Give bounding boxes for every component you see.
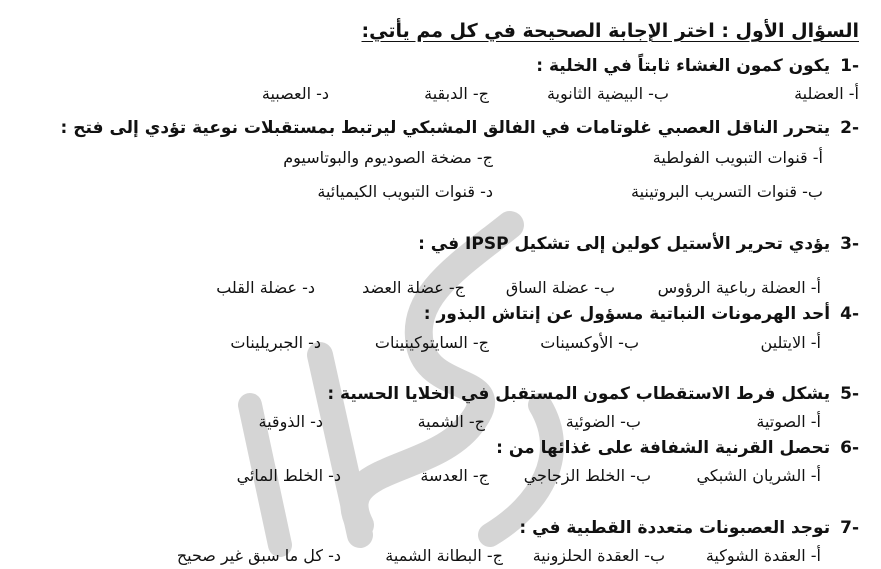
option-d[interactable]: د- الذوقية xyxy=(258,412,323,431)
question-number: -7 xyxy=(840,518,859,538)
option-d[interactable]: د- كل ما سبق غير صحيح xyxy=(176,546,341,565)
option-a[interactable]: أ- الصوتية xyxy=(756,412,821,431)
option-c[interactable]: ج- البطانة الشمية xyxy=(385,546,503,565)
option-c[interactable]: ج- الشمية xyxy=(417,412,485,431)
question-text: يشكل فرط الاستقطاب كمون المستقبل في الخلايا الحسية : xyxy=(327,384,831,404)
question-text: تحصل القرنية الشفافة على غذائها من : xyxy=(496,438,831,458)
question-text: توجد العصبونات متعددة القطبية في : xyxy=(519,518,831,538)
option-b[interactable]: ب- البيضية الثانوية xyxy=(546,84,669,103)
option-c[interactable]: ج- عضلة العضد xyxy=(362,278,465,297)
option-a[interactable]: أ- العقدة الشوكية xyxy=(705,546,821,565)
question-7 xyxy=(519,518,859,538)
question-number: -4 xyxy=(840,304,859,324)
question-number: -5 xyxy=(840,384,859,404)
option-d[interactable]: د- العصبية xyxy=(261,84,329,103)
question-3 xyxy=(418,234,859,254)
option-b[interactable]: ب- الضوئية xyxy=(565,412,641,431)
option-d[interactable]: د- الجبريلينات xyxy=(230,333,321,352)
question-text: يكون كمون الغشاء ثابتاً في الخلية : xyxy=(536,56,831,76)
option-b[interactable]: ب- عضلة الساق xyxy=(505,278,615,297)
option-c[interactable]: ج- العدسة xyxy=(420,466,489,485)
option-b[interactable]: ب- قنوات التسريب البروتينية xyxy=(631,182,823,201)
question-number: -1 xyxy=(840,56,859,76)
option-c[interactable]: ج- مضخة الصوديوم والبوتاسيوم xyxy=(283,148,493,167)
option-b[interactable]: ب- العقدة الحلزونية xyxy=(532,546,665,565)
option-d[interactable]: د- قنوات التبويب الكيميائية xyxy=(317,182,493,201)
question-5 xyxy=(327,384,859,404)
question-text: يتحرر الناقل العصبي غلوتامات في الفالق المشبكي ليرتبط بمستقبلات نوعية تؤدي إلى فتح : xyxy=(60,118,831,138)
option-a[interactable]: أ- الايتلين xyxy=(760,333,821,352)
option-a[interactable]: أ- قنوات التبويب الفولطية xyxy=(652,148,823,167)
question-text: أحد الهرمونات النباتية مسؤول عن إنتاش البذور : xyxy=(423,304,831,324)
page-title: السؤال الأول : اختر الإجابة الصحيحة في كل مم يأتي: xyxy=(361,20,859,42)
option-b[interactable]: ب- الأوكسينات xyxy=(540,333,639,352)
option-b[interactable]: ب- الخلط الزجاجي xyxy=(523,466,651,485)
option-c[interactable]: ج- السايتوكينينات xyxy=(374,333,489,352)
question-number: -3 xyxy=(840,234,859,254)
question-6 xyxy=(496,438,859,458)
question-text: يؤدي تحرير الأستيل كولين إلى تشكيل IPSP في : xyxy=(418,234,831,254)
option-a[interactable]: أ- العضلة رباعية الرؤوس xyxy=(657,278,821,297)
option-a[interactable]: أ- الشريان الشبكي xyxy=(696,466,821,485)
option-c[interactable]: ج- الدبقية xyxy=(424,84,489,103)
question-2 xyxy=(61,118,859,138)
option-a[interactable]: أ- العضلية xyxy=(794,84,859,103)
question-4 xyxy=(424,304,859,324)
option-d[interactable]: د- عضلة القلب xyxy=(216,278,315,297)
option-d[interactable]: د- الخلط المائي xyxy=(236,466,341,485)
question-number: -2 xyxy=(840,118,859,138)
question-number: -6 xyxy=(840,438,859,458)
question-1 xyxy=(536,56,859,76)
